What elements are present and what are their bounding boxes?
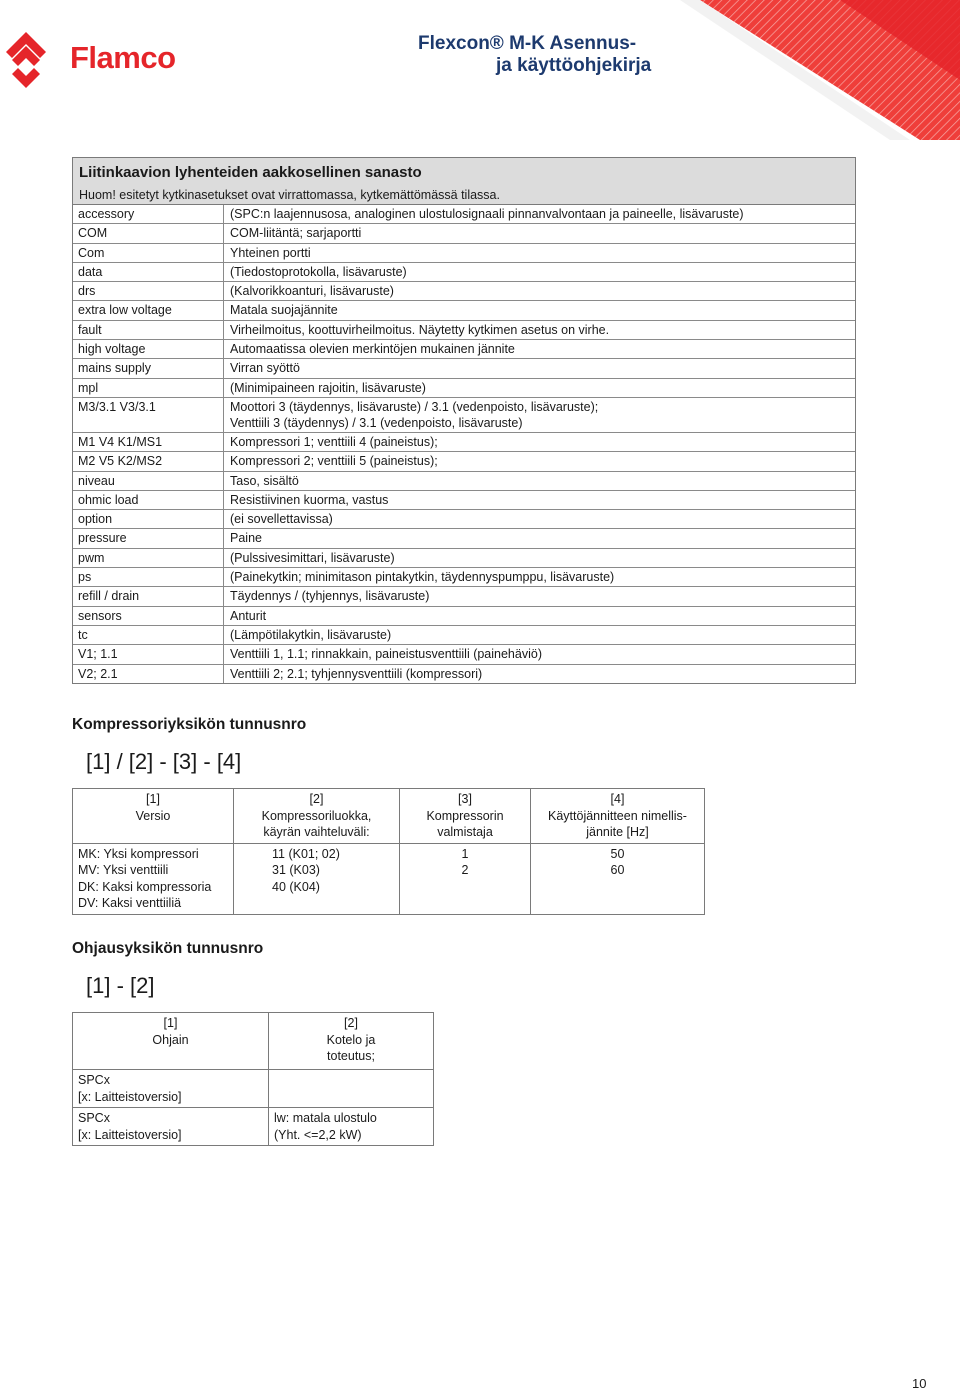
control-code-table (72, 1012, 434, 1146)
compressor-code-table (72, 788, 705, 915)
table-row (73, 281, 855, 300)
table-row (73, 548, 855, 567)
table-row (73, 471, 855, 490)
glossary-definition: (Tiedostoprotokolla, lisävaruste) (230, 264, 407, 279)
glossary-table (72, 157, 856, 684)
page-number: 10 (912, 1376, 927, 1391)
control-row2-col1: SPCx [x: Laitteistoversio] (73, 1108, 269, 1146)
compressor-code: [1] / [2] - [3] - [4] (86, 749, 242, 774)
glossary-definition: Venttiili 2; 2.1; tyhjennysventtiili (kompressori) (230, 666, 483, 681)
glossary-definition: Kompressori 1; venttiili 4 (paineistus); (230, 434, 438, 449)
glossary-term: ohmic load (73, 491, 224, 509)
glossary-rows (73, 205, 855, 683)
glossary-definition: Taso, sisältö (230, 473, 299, 488)
col3-body: 1 2 (400, 843, 531, 914)
table-row (73, 567, 855, 586)
table-row (73, 509, 855, 528)
glossary-definition: (ei sovellettavissa) (230, 512, 333, 527)
control-col1-header: [1] Ohjain (73, 1013, 269, 1070)
table-row (73, 843, 705, 914)
table-row (73, 1108, 434, 1146)
glossary-definition: COM-liitäntä; sarjaportti (230, 226, 362, 241)
control-row1-col1: SPCx [x: Laitteistoversio] (73, 1070, 269, 1108)
compressor-heading: Kompressoriyksikön tunnusnro (72, 716, 307, 733)
glossary-definition: Venttiili 1, 1.1; rinnakkain, paineistusventtiili (painehäviö) (230, 647, 542, 662)
table-row (73, 528, 855, 547)
table-row (73, 320, 855, 339)
table-row (73, 223, 855, 242)
glossary-term: data (73, 263, 224, 281)
glossary-term: option (73, 510, 224, 528)
flamco-logo-icon (6, 32, 46, 88)
glossary-definition: (Lämpötilakytkin, lisävaruste) (230, 627, 392, 642)
glossary-term: COM (73, 224, 224, 242)
document-title (418, 33, 718, 77)
glossary-definition: Matala suojajännite (230, 303, 338, 318)
glossary-definition: Resistiivinen kuorma, vastus (230, 492, 389, 507)
table-row (73, 664, 855, 683)
glossary-term: M1 V4 K1/MS1 (73, 433, 224, 451)
col4-body: 50 60 (531, 843, 705, 914)
control-row2-col2: lw: matala ulostulo (Yht. <=2,2 kW) (269, 1108, 434, 1146)
table-header-row (73, 789, 705, 844)
glossary-term: sensors (73, 607, 224, 625)
table-row (73, 243, 855, 262)
glossary-term: niveau (73, 472, 224, 490)
glossary-term: mpl (73, 379, 224, 397)
glossary-term: Com (73, 244, 224, 262)
table-row (73, 300, 855, 319)
col3-header: [3] Kompressorin valmistaja (400, 789, 531, 844)
table-row (73, 606, 855, 625)
glossary-definition: (Minimipaineen rajoitin, lisävaruste) (230, 380, 426, 395)
glossary-definition: Kompressori 2; venttiili 5 (paineistus); (230, 454, 438, 469)
table-row (73, 358, 855, 377)
glossary-term: refill / drain (73, 587, 224, 605)
glossary-definition: Virheilmoitus, koottuvirheilmoitus. Näytetty kytkimen asetus on virhe. (230, 322, 610, 337)
glossary-definition: Automaatissa olevien merkintöjen mukainen jännite (230, 342, 515, 357)
table-row (73, 625, 855, 644)
col1-header: [1] Versio (73, 789, 234, 844)
glossary-header (73, 158, 855, 205)
glossary-definition: Moottori 3 (täydennys, lisävaruste) / 3.1 (vedenpoisto, lisävaruste); Venttiili 3 (täydennys) / 3.1 (vedenpoisto, lisävaruste) (230, 399, 599, 430)
col2-header: [2] Kompressoriluokka, käyrän vaihteluväli: (234, 789, 400, 844)
glossary-term: fault (73, 321, 224, 339)
glossary-term: tc (73, 626, 224, 644)
table-header-row (73, 1013, 434, 1070)
col4-header: [4] Käyttöjännitteen nimellis- jännite [Hz] (531, 789, 705, 844)
glossary-term: extra low voltage (73, 301, 224, 319)
control-row1-col2 (269, 1070, 434, 1108)
table-row (73, 262, 855, 281)
glossary-term: V1; 1.1 (73, 645, 224, 663)
title-line-1: Flexcon® M-K Asennus- (418, 33, 637, 54)
table-row (73, 451, 855, 470)
glossary-definition: (SPC:n laajennusosa, analoginen ulostulosignaali pinnanvalvontaan ja paineelle, lisävaruste) (230, 207, 744, 221)
glossary-term: high voltage (73, 340, 224, 358)
glossary-definition: (Kalvorikkoanturi, lisävaruste) (230, 284, 394, 299)
table-row (73, 432, 855, 451)
glossary-term: mains supply (73, 359, 224, 377)
glossary-definition: Anturit (230, 608, 267, 623)
col2-body: 11 (K01; 02) 31 (K03) 40 (K04) (234, 843, 400, 914)
table-row (73, 1070, 434, 1108)
glossary-title: Liitinkaavion lyhenteiden aakkosellinen sanasto (79, 164, 422, 181)
glossary-term: pressure (73, 529, 224, 547)
glossary-term: pwm (73, 549, 224, 567)
table-row (73, 205, 855, 223)
glossary-definition: Virran syöttö (230, 361, 300, 376)
table-row (73, 490, 855, 509)
glossary-definition: (Pulssivesimittari, lisävaruste) (230, 550, 395, 565)
glossary-definition: Yhteinen portti (230, 245, 311, 260)
table-row (73, 378, 855, 397)
table-row (73, 586, 855, 605)
glossary-term: M3/3.1 V3/3.1 (73, 398, 224, 432)
glossary-term: drs (73, 282, 224, 300)
glossary-term: M2 V5 K2/MS2 (73, 452, 224, 470)
col1-body: MK: Yksi kompressori MV: Yksi venttiili DK: Kaksi kompressoria DV: Kaksi venttiiliä (73, 843, 234, 914)
title-line-2: ja käyttöohjekirja (496, 55, 652, 76)
table-row (73, 339, 855, 358)
control-heading: Ohjausyksikön tunnusnro (72, 940, 264, 957)
glossary-term: accessory (73, 205, 224, 223)
control-col2-header: [2] Kotelo ja toteutus; (269, 1013, 434, 1070)
table-row (73, 397, 855, 432)
brand-name: Flamco (70, 40, 176, 75)
glossary-term: V2; 2.1 (73, 665, 224, 683)
control-code: [1] - [2] (86, 973, 155, 998)
glossary-definition: Täydennys / (tyhjennys, lisävaruste) (230, 589, 430, 604)
glossary-term: ps (73, 568, 224, 586)
glossary-definition: (Painekytkin; minimitason pintakytkin, täydennyspumppu, lisävaruste) (230, 570, 615, 585)
table-row (73, 644, 855, 663)
glossary-definition: Paine (230, 531, 262, 546)
glossary-note: Huom! esitetyt kytkinasetukset ovat virrattomassa, kytkemättömässä tilassa. (79, 188, 500, 202)
